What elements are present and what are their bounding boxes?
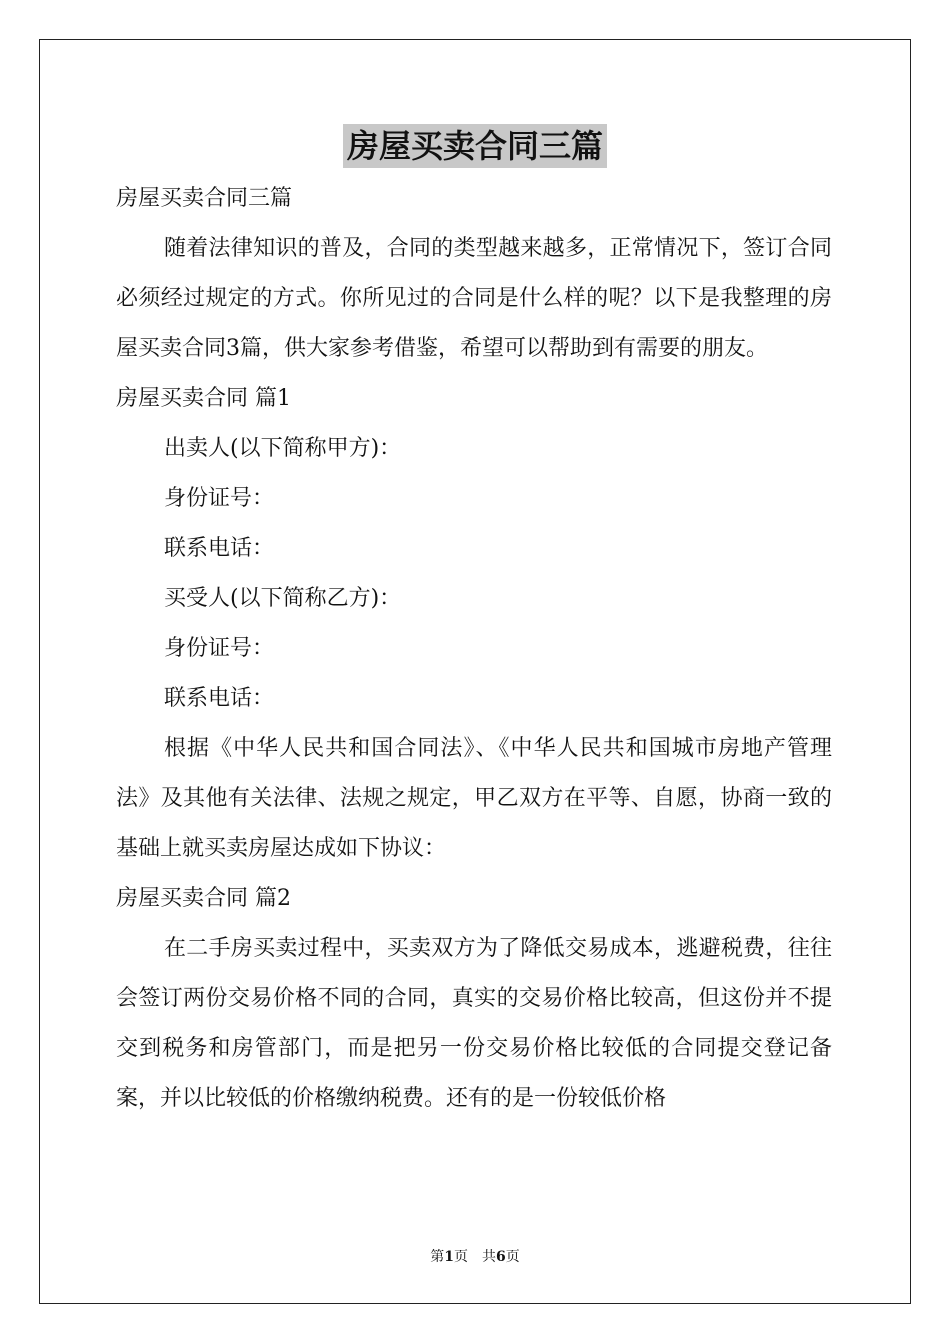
total-prefix: 共 [482,1249,496,1265]
title-container [0,124,950,168]
buyer-id-line: 身份证号： [164,636,275,661]
page-footer [0,1246,950,1266]
page-prefix: 第 [430,1249,445,1265]
section1-body: 根据《中华人民共和国合同法》、《中华人民共和国城市房地产管理法》及其他有关法律、法规之规定，甲乙双方在平等、自愿，协商一致的基础上就买卖房屋达成如下协议： [116,736,832,861]
intro-paragraph: 随着法律知识的普及，合同的类型越来越多，正常情况下，签订合同必须经过规定的方式。你所见过的合同是什么样的呢？以下是我整理的房屋买卖合同3篇，供大家参考借鉴，希望可以帮助到有需要的朋友。 [116,236,832,361]
page-number: 1 [444,1249,454,1265]
seller-id-line: 身份证号： [164,486,275,511]
section1-heading: 房屋买卖合同 篇1 [116,386,291,411]
section2-body: 在二手房买卖过程中，买卖双方为了降低交易成本，逃避税费，往往会签订两份交易价格不同的合同，真实的交易价格比较高，但这份并不提交到税务和房管部门，而是把另一份交易价格比较低的合同提交登记备案，并以比较低的价格缴纳税费。还有的是一份较低价格 [116,936,832,1111]
buyer-line: 买受人(以下简称乙方)： [164,586,402,611]
total-suffix: 页 [505,1249,520,1265]
section2-heading: 房屋买卖合同 篇2 [116,886,291,911]
document-body [116,174,832,1124]
page-suffix: 页 [454,1249,468,1265]
total-pages: 6 [496,1249,506,1265]
document-title: 房屋买卖合同三篇 [343,124,607,168]
buyer-phone-line: 联系电话： [164,686,275,711]
seller-line: 出卖人(以下简称甲方)： [164,436,402,461]
subtitle: 房屋买卖合同三篇 [116,186,293,211]
seller-phone-line: 联系电话： [164,536,275,561]
